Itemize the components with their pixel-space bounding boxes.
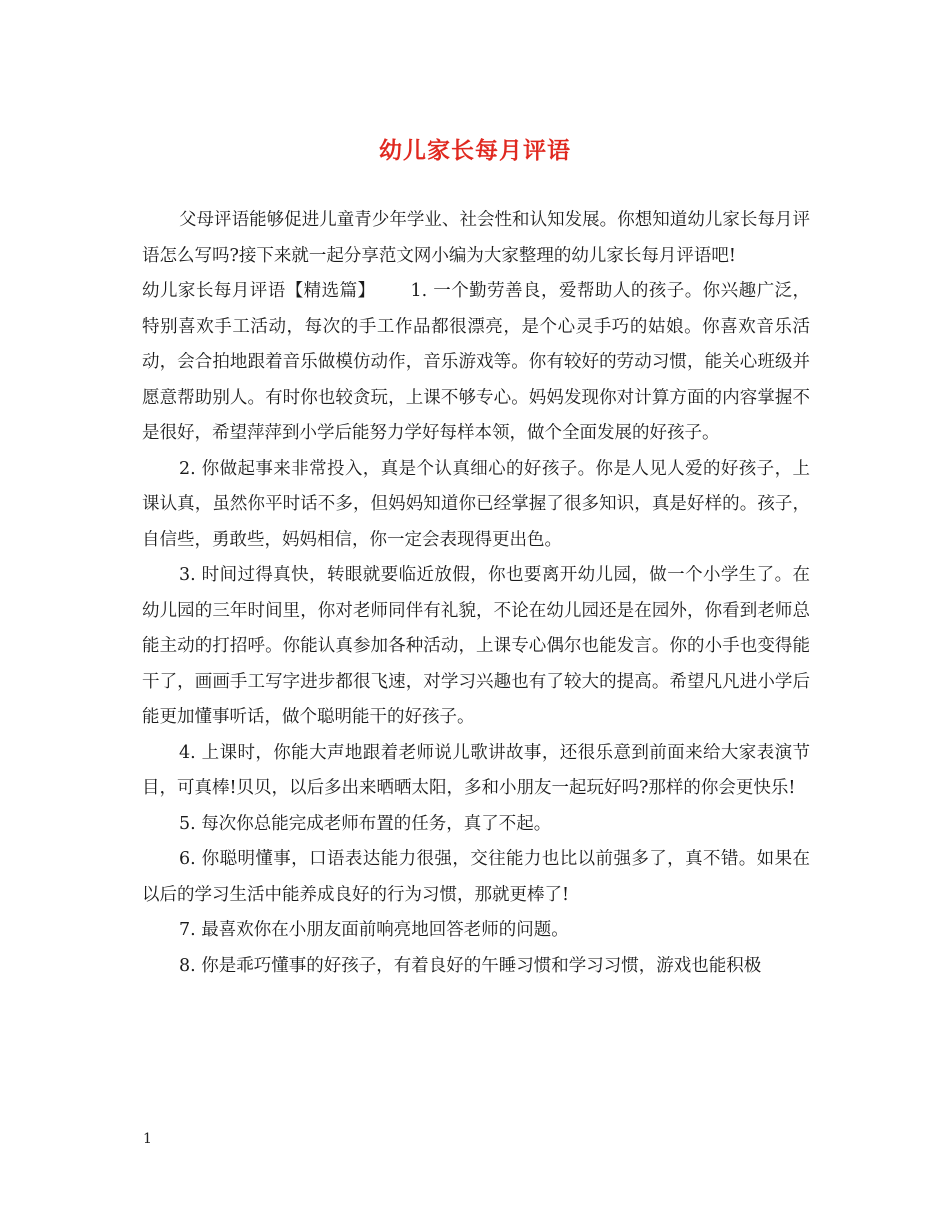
heading-spacer bbox=[376, 281, 411, 301]
list-item: 8. 你是乖巧懂事的好孩子，有着良好的午睡习惯和学习习惯，游戏也能积极 bbox=[179, 955, 762, 976]
list-item: 4. 上课时，你能大声地跟着老师说儿歌讲故事，还很乐意到前面来给大家表演节目，可真棒!贝贝，以后多出来晒晒太阳，多和小朋友一起玩好吗?那样的你会更快乐! bbox=[142, 742, 810, 798]
document-title: 幼儿家长每月评语 bbox=[379, 137, 571, 164]
list-item: 6. 你聪明懂事，口语表达能力很强，交往能力也比以前强多了，真不错。如果在以后的学习生活中能养成良好的行为习惯，那就更棒了! bbox=[142, 849, 810, 905]
section-first-paragraph bbox=[142, 274, 810, 452]
page-number: 1 bbox=[143, 1131, 152, 1147]
list-item: 1. 一个勤劳善良，爱帮助人的孩子。你兴趣广泛，特别喜欢手工活动，每次的手工作品都很漂亮，是个心灵手巧的姑娘。你喜欢音乐活动，会合拍地跟着音乐做模仿动作，音乐游戏等。你有较好的劳动习惯，能关心班级并愿意帮助别人。有时你也较贪玩，上课不够专心。妈妈发现你对计算方面的内容掌握不是很好，希望萍萍到小学后能努力学好每样本领，做个全面发展的好孩子。 bbox=[142, 281, 810, 443]
list-item: 5. 每次你总能完成老师布置的任务，真了不起。 bbox=[179, 813, 552, 834]
section-heading: 幼儿家长每月评语【精选篇】 bbox=[142, 281, 376, 301]
document-body bbox=[142, 203, 810, 984]
list-item: 7. 最喜欢你在小朋友面前响亮地回答老师的问题。 bbox=[179, 920, 569, 940]
list-item: 3. 时间过得真快，转眼就要临近放假，你也要离开幼儿园，做一个小学生了。在幼儿园的三年时间里，你对老师同伴有礼貌，不论在幼儿园还是在园外，你看到老师总能主动的打招呼。你能认真参加各种活动，上课专心偶尔也能发言。你的小手也变得能干了，画画手工写字进步都很飞速，对学习兴趣也有了较大的提高。希望凡凡进小学后能更加懂事听话，做个聪明能干的好孩子。 bbox=[142, 565, 810, 727]
list-item: 2. 你做起事来非常投入，真是个认真细心的好孩子。你是人见人爱的好孩子，上课认真，虽然你平时话不多，但妈妈知道你已经掌握了很多知识，真是好样的。孩子，自信些，勇敢些，妈妈相信，你一定会表现得更出色。 bbox=[142, 458, 810, 550]
intro-paragraph: 父母评语能够促进儿童青少年学业、社会性和认知发展。你想知道幼儿家长每月评语怎么写吗?接下来就一起分享范文网小编为大家整理的幼儿家长每月评语吧! bbox=[142, 210, 810, 266]
